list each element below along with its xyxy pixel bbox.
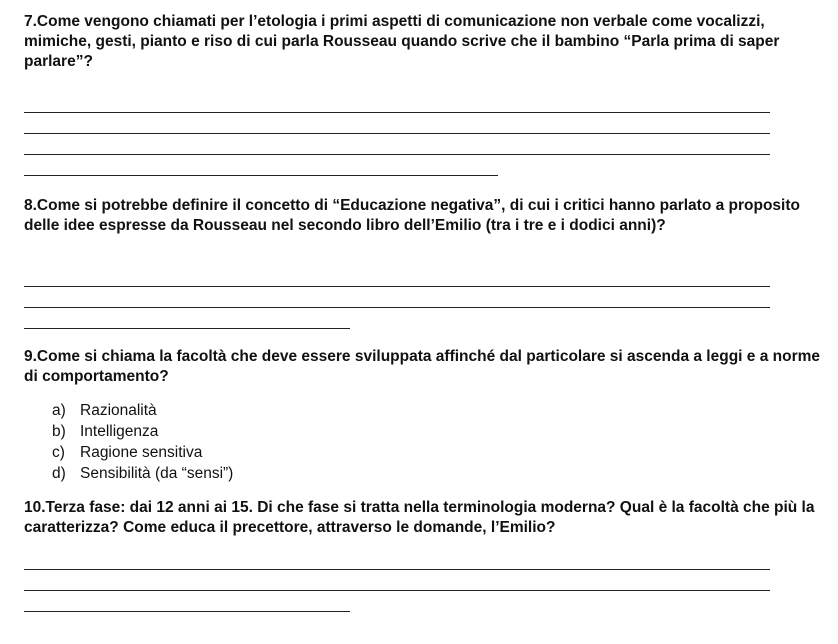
option-b[interactable]: [52, 422, 158, 442]
answer-line-10-1[interactable]: [24, 569, 770, 570]
question-10: 10.Terza fase: dai 12 anni ai 15. Di che fase si tratta nella terminologia moderna? Qual è la facoltà che più la caratterizza? Come educa il precettore, attraverso le domande, l’Emilio?: [24, 499, 815, 536]
question-7: 7.Come vengono chiamati per l’etologia i primi aspetti di comunicazione non verbale come vocalizzi, mimiche, gesti, pianto e riso di cui parla Rousseau quando scrive che il bambino “Parla prima di saper parlare”?: [24, 13, 780, 70]
answer-line-10-2[interactable]: [24, 590, 770, 591]
answer-line-8-3[interactable]: [24, 328, 350, 329]
answer-line-7-1[interactable]: [24, 112, 770, 113]
option-a-label: Razionalità: [80, 402, 157, 419]
option-a[interactable]: [52, 401, 157, 421]
option-c[interactable]: [52, 443, 202, 463]
question-9: 9.Come si chiama la facoltà che deve essere sviluppata affinché dal particolare si ascenda a leggi e a norme di comportamento?: [24, 348, 821, 385]
answer-line-7-3[interactable]: [24, 154, 770, 155]
option-b-letter: b): [52, 423, 66, 440]
answer-line-7-4[interactable]: [24, 175, 498, 176]
option-c-label: Ragione sensitiva: [80, 444, 203, 461]
option-b-label: Intelligenza: [80, 423, 159, 440]
option-d[interactable]: [52, 464, 233, 484]
answer-line-7-2[interactable]: [24, 133, 770, 134]
option-d-label: Sensibilità (da “sensi”): [80, 465, 234, 482]
answer-line-8-1[interactable]: [24, 286, 770, 287]
option-d-letter: d): [52, 465, 66, 482]
answer-line-8-2[interactable]: [24, 307, 770, 308]
option-c-letter: c): [52, 444, 65, 461]
question-8: 8.Come si potrebbe definire il concetto di “Educazione negativa”, di cui i critici hanno parlato a proposito delle idee espresse da Rousseau nel secondo libro dell’Emilio (tra i tre e i dodici anni)?: [24, 197, 800, 234]
answer-line-10-3[interactable]: [24, 611, 350, 612]
option-a-letter: a): [52, 402, 66, 419]
